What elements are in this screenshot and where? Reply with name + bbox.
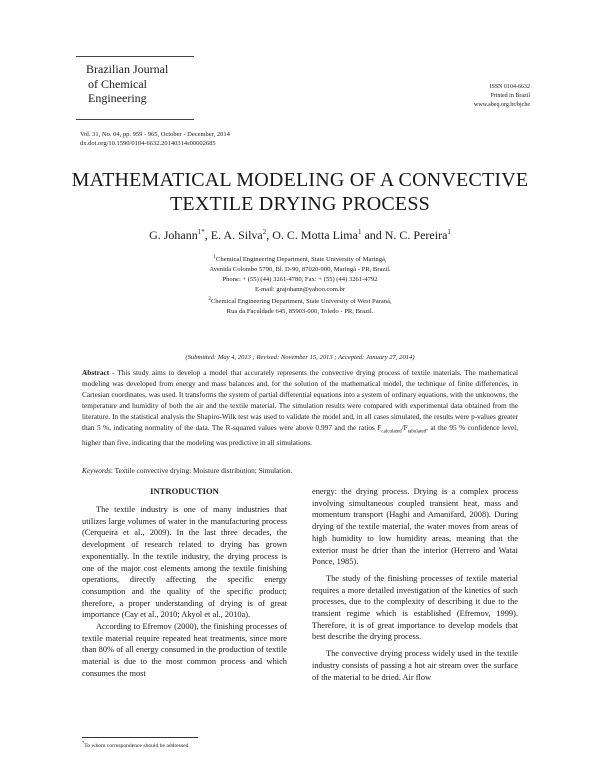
affiliation-line [0,275,600,285]
affiliation-line [0,253,600,265]
abstract-text: /F [401,422,408,432]
affiliation-line [0,285,600,295]
affiliations [0,253,600,317]
body-paragraph: The convective drying process widely used in the textile industry consists of passing a hot air stream over the surface of the material to be dried. Air flow [312,649,518,682]
journal-name-line: Brazilian Journal [86,62,169,76]
body-paragraph: The study of the finishing processes of textile material requires a more detailed investigation of the kinetics of such processes, due to the complexity of describing it due to the transient regime which is established (Efremov, 1999). Therefore, it is of great importance to develop models that best describe the drying process. [312,573,518,642]
email-text: E-mail: grajohann@yahoo.com.br [254,286,346,294]
journal-logo-box [76,56,194,120]
author-affil-mark: 1 [357,228,362,236]
author-sep: , [204,228,211,242]
volume-line: Vol. 31, No. 04, pp. 959 - 965, October - December, 2014 [80,131,230,138]
footnote-mark: * [82,740,85,745]
body-paragraph: The textile industry is one of many industries that utilizes large volumes of water in the manufacturing process (Cerqueira et al., 2009). In the last three decades, the development of research related to drying has grown exponentially. In the textile industry, the drying process is one of the major cost elements among the textile finishing operations, directly affecting the specific energy consumption and the quality of the specific product; therefore, a proper understanding of drying is of great importance (Cay et al., 2010; Akyol et al., 2010a). [82,505,287,620]
title-line: TEXTILE DRYING PROCESS [170,193,430,215]
author-affil-mark: 1* [197,228,205,236]
keywords-label: Keywords [82,466,111,475]
issn: ISSN 0104-6632 [489,84,530,90]
author-name: G. Johann [149,228,198,242]
section-heading-introduction: INTRODUCTION [150,486,219,496]
footnote-text: To whom correspondence should be addressed [84,742,189,749]
citation-info [80,131,230,148]
journal-name-line: of Chemical [88,76,147,91]
abstract-text: , at the 95 % confidence level, higher than five, indicating that the modeling was predictive in all simulations. [82,422,518,447]
body-paragraph: According to Efremov (2000), the finishing processes of textile material require repeated heat treatments, since more than 80% of all energy consumed in the production of textile material is due to the most common process and which consumes the most [82,622,287,678]
affiliation-line [0,295,600,307]
affil-text: Phone: + (55) (44) 3261-4780, Fax: + (55) (44) 3261-4792 [222,276,378,284]
affiliation-line [0,265,600,275]
author-affil-mark: 2 [262,228,267,236]
journal-box-top-rule [76,56,194,57]
journal-name [86,62,168,106]
affil-text: Rua da Faculdade 645, 85903-000, Toledo - PR, Brazil. [226,308,374,316]
affil-text: Avenida Colombo 5790, Bl. D-90, 87020-900, Maringá - PR, Brazil. [209,266,391,274]
author-name: O. C. Motta Lima [272,228,358,242]
abstract-label: Abstract [82,368,110,377]
affil-mark: 2 [208,297,211,303]
author-affil-mark: 1 [447,228,451,236]
abstract-text: - This study aims to develop a model that accurately represents the convective drying process of textile materials. The mathematical modeling was developed from energy and mass balances and, for the solution of the mathematical model, the technique of finite differences, in Cartesian coordinates, was used. It transforms the system of partial differential equations into a system of ordinary equations, with the unknowns, the temperature and humidity of both the air and the textile material. The simulation results were compared with experimental data obtained from the literature. In the statistical analysis the Shapiro-Wilk test was used to validate the model and, in all cases simulated, the results were p-values greater than 5 %, indicating normality of the data. The R-squared values were above 0.997 and the ratios F [82,368,518,432]
submission-dates: (Submitted: May 4, 2013 ; Revised: November 15, 2013 ; Accepted: January 27, 2014) [185,354,415,361]
printed-in: Printed in Brazil [490,93,530,99]
abstract-subscript: calculated [381,428,402,434]
paper-title [0,168,600,216]
abstract-subscript: tabulated [407,428,427,434]
journal-website: www.abeq.org.br/bjche [474,102,530,108]
abstract [82,368,518,449]
footnote-rule [82,737,198,738]
journal-box-bottom-rule [76,119,194,120]
author-list [0,228,600,243]
affil-mark: 1 [213,255,216,260]
right-column [312,486,518,683]
doi-line: dx.doi.org/10.1590/0104-6632.20140314s00002685 [80,139,216,147]
affiliation-line [0,307,600,317]
title-line: MATHEMATICAL MODELING OF A CONVECTIVE [71,169,529,191]
keywords-text: : Textile convective drying; Moisture distribution; Simulation. [110,466,293,475]
journal-name-line: Engineering [88,91,147,105]
affil-text: Chemical Engineering Department, State University of West Paraná, [210,298,392,306]
journal-info [474,83,530,110]
body-paragraph: energy: the drying process. Drying is a complex process involving simultaneous coupled transient heat, mass and momentum transport (Haghi and Amanifard, 2008). During drying of the textile material, the water moves from areas of high humidity to low humidity areas, meaning that the exterior must be drier than the interior (Herrero and Watai Ponce, 1985). [312,487,518,567]
footnote [82,740,188,749]
author-sep: and [361,228,385,242]
author-name: E. A. Silva [210,228,263,242]
author-sep: , [266,228,273,242]
author-name: N. C. Pereira [384,228,448,242]
keywords [82,466,518,475]
affil-text: Chemical Engineering Department, State University of Maringá, [215,256,387,264]
left-column [82,504,287,680]
